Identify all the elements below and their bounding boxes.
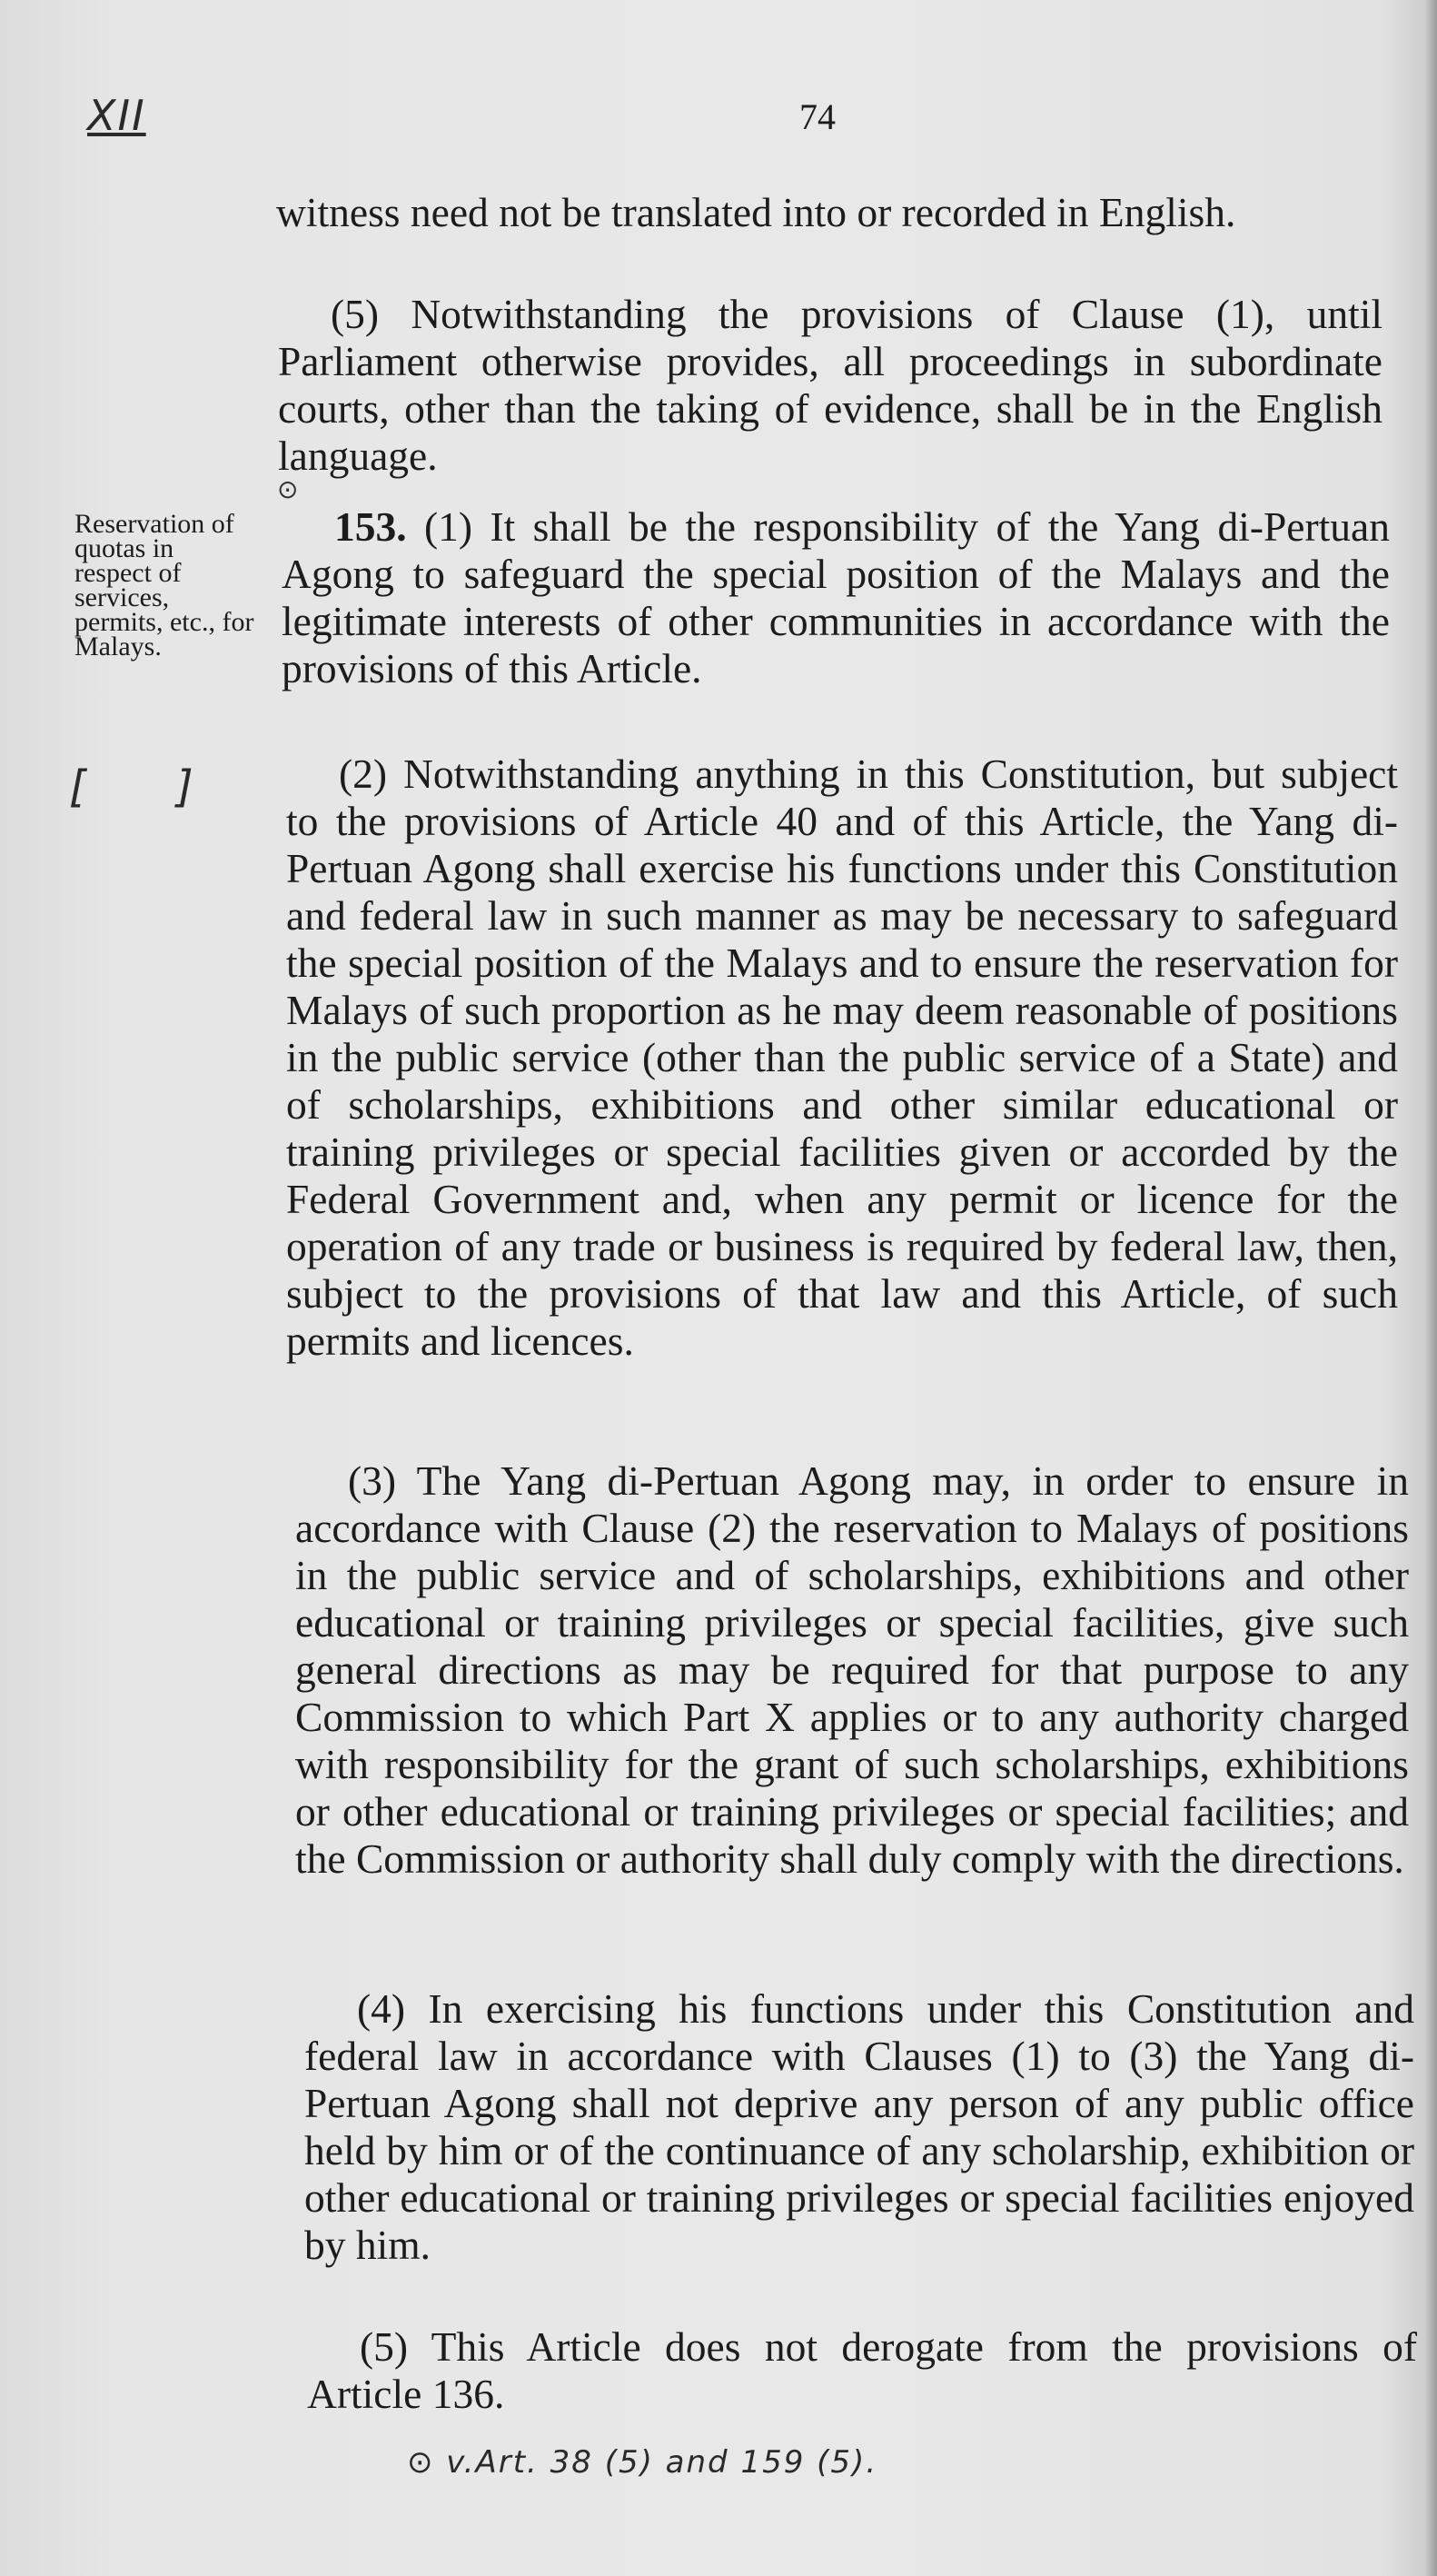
- book-spine-shadow: [1424, 0, 1437, 2576]
- article-153-clause-1: [282, 503, 1390, 692]
- page-number: 74: [799, 96, 836, 137]
- handwritten-chapter-mark: XII: [87, 91, 146, 140]
- handwritten-bracket-mark: [ ]: [69, 761, 232, 812]
- article-number: 153.: [334, 503, 407, 550]
- margin-circle-mark: ⊙: [277, 474, 299, 504]
- article-153-clause-5: (5) This Article does not derogate from the provisions of Article 136.: [307, 2323, 1417, 2417]
- article-153-clause-2: (2) Notwithstanding anything in this Constitution, but subject to the provisions of Article 40 and of this Article, the Yang di-Pertuan Agong shall exercise his functions under this Constitution and federal law in such manner as may be necessary to safeguard the special position of the Malays and to ensure the reservation for Malays of such proportion as he may deem reasonable of positions in the public service (other than the public service of a State) and of scholarships, exhibitions and other similar educational or training privileges or special facilities given or accorded by the Federal Government and, when any permit or licence for the operation of any trade or business is required by federal law, then, subject to the provisions of that law and this Article, of such permits and licences.: [286, 751, 1398, 1364]
- article-153-clause-4: (4) In exercising his functions under this Constitution and federal law in accordance with Clauses (1) to (3) the Yang di-Pertuan Agong shall not deprive any person of any public office held by him or of the continuance of any scholarship, exhibition or other educational or training privileges or special facilities enjoyed by him.: [304, 1985, 1414, 2268]
- paragraph-witness-continuation: witness need not be translated into or recorded in English.: [276, 189, 1236, 235]
- paragraph-clause-5-subordinate-courts: (5) Notwithstanding the provisions of Clause (1), until Parliament otherwise provides, all proceedings in subordinate courts, other than the taking of evidence, shall be in the English language.: [278, 291, 1382, 479]
- article-153-clause-1-text: (1) It shall be the responsibility of the Yang di-Pertuan Agong to safeguard the special position of the Malays and the legitimate interests of other communities in accordance with the provisions of this Article.: [282, 503, 1390, 691]
- article-153-clause-3: (3) The Yang di-Pertuan Agong may, in order to ensure in accordance with Clause (2) the reservation to Malays of positions in the public service and of scholarships, exhibitions and other educational or training privileges or special facilities, give such general directions as may be required for that purpose to any Commission to which Part X applies or to any authority charged with responsibility for the grant of such scholarships, exhibitions or other educational or training privileges or special facilities; and the Commission or authority shall duly comply with the directions.: [295, 1457, 1409, 1882]
- handwritten-cross-reference-note: ⊙ v.Art. 38 (5) and 159 (5).: [407, 2444, 878, 2481]
- side-note-reservation-of-quotas: Reservation of quotas in respect of services, permits, etc., for Malays.: [74, 509, 254, 661]
